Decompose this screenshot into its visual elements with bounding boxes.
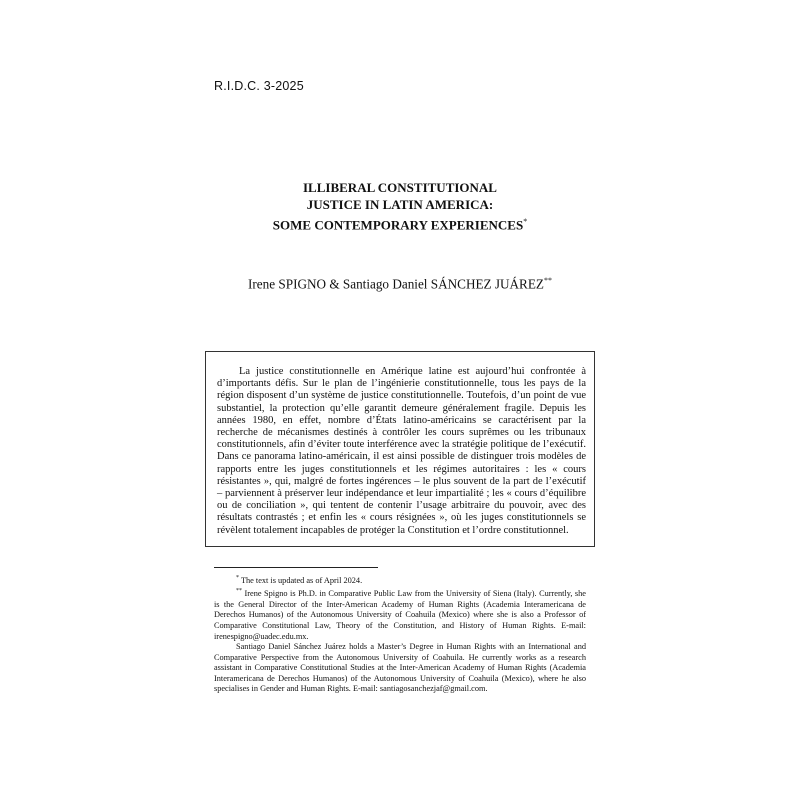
footnotes <box>214 573 586 695</box>
footnote-2-marker: ** <box>236 588 242 595</box>
authors-text: Irene SPIGNO & Santiago Daniel SÁNCHEZ JUÁREZ <box>248 276 544 292</box>
footnote-separator <box>214 567 378 568</box>
abstract-text: La justice constitutionnelle en Amérique latine est aujourd’hui confrontée à d’importants défis. Sur le plan de l’ingénierie constitutionnelle, tous les pays de la région disposent d’un système de justice constitutionnelle. Toutefois, d’un point de vue substantiel, la protection qu’elle garantit demeure généralement fragile. Depuis les années 1980, en effet, nombre d’États latino-américains se caractérisent par la recherche de mécanismes destinés à contrôler les cours suprêmes ou les tribunaux constitutionnels, afin d’éviter toute interférence avec la stratégie politique de l’exécutif. Dans ce panorama latino-américain, il est ainsi possible de distinguer trois modèles de rapports entre les juges constitutionnels et les régimes autoritaires : les « cours résistantes », qui, malgré de fortes ingérences – le plus souvent de la part de l’exécutif – parviennent à préserver leur indépendance et leur impartialité ; les « cours d’équilibre ou de conciliation », qui tentent de contenir l’usage arbitraire du pouvoir, avec des résultats contrastés ; et enfin les « cours résignées », où les juges constitutionnels se révèlent totalement incapables de protéger la Constitution et l’ordre constitutionnel. <box>217 366 586 536</box>
footnote-2-text: Irene Spigno is Ph.D. in Comparative Public Law from the University of Siena (Italy). Currently, she is the General Director of the Inter-American Academy of Human Rights (Academia Interamericana de Derechos Humanos) of the Autonomous University of Coahuila (Mexico) where she is also a Professor of Comparative Constitutional Law, Theory of the Constitution, and History of Human Rights. E-mail: irenespigno@uadec.edu.mx. <box>214 589 586 641</box>
running-header: R.I.D.C. 3-2025 <box>214 79 304 93</box>
title-line-2: JUSTICE IN LATIN AMERICA: <box>306 197 494 212</box>
footnote-2 <box>214 586 586 642</box>
abstract-box <box>205 351 595 547</box>
title-footnote-marker: * <box>523 217 528 226</box>
footnote-1-marker: * <box>236 575 239 581</box>
title-line-1: ILLIBERAL CONSTITUTIONAL <box>303 180 497 195</box>
title-line-3 <box>200 213 600 233</box>
footnote-3 <box>214 642 586 695</box>
article-title <box>200 179 600 233</box>
footnote-1 <box>214 573 586 586</box>
authors <box>200 276 600 292</box>
title-line-3-text: SOME CONTEMPORARY EXPERIENCES <box>272 217 524 233</box>
authors-footnote-marker: ** <box>543 276 552 285</box>
footnote-1-text: The text is updated as of April 2024. <box>240 575 363 585</box>
footnote-3-text: Santiago Daniel Sánchez Juárez holds a Master’s Degree in Human Rights with an International and Comparative Perspective from the Autonomous University of Coahuila. He currently works as a research assistant in Comparative Constitutional Studies at the Inter-American Academy of Human Rights (Academia Interamericana de Derechos Humanos) of the Autonomous University of Coahuila (Mexico), where he also specialises in Gender and Human Rights. E-mail: santiagosanchezjaf@gmail.com. <box>214 642 586 694</box>
